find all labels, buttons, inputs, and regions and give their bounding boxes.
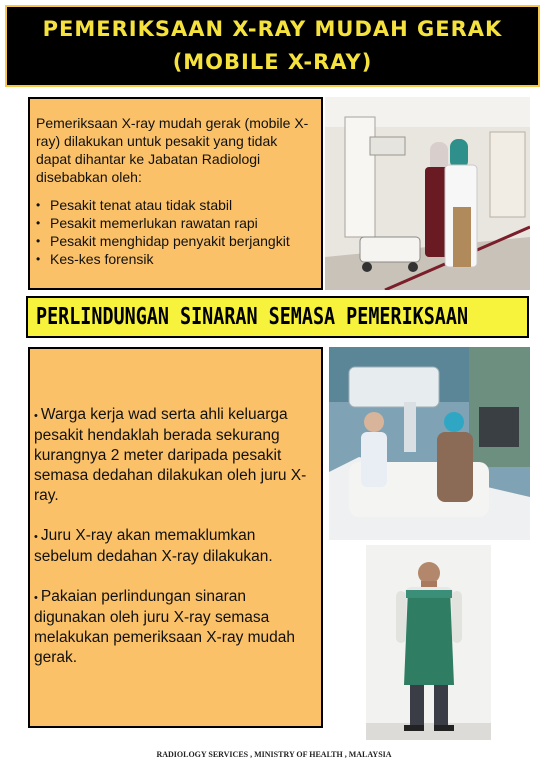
protection-point-text: Pakaian perlindungan sinaran digunakan oleh juru X-ray semasa melakukan pemeriksaan X-ray mudah gerak. [34,588,296,666]
list-item [36,232,315,250]
intro-text: Pemeriksaan X-ray mudah gerak (mobile X-ray) dilakukan untuk pesakit yang tidak dapat dihantar ke Jabatan Radiologi disebabkan oleh: [36,115,309,185]
list-item-text: Pesakit menghidap penyakit berjangkit [50,233,290,249]
bullet-icon: • [34,592,41,604]
bullet-icon: • [36,198,41,212]
protection-point [34,526,317,567]
title-line-1: PEMERIKSAAN X-RAY MUDAH GERAK [42,17,503,41]
list-item-text: Pesakit tenat atau tidak stabil [50,197,233,213]
list-item-text: Kes-kes forensik [50,251,154,267]
bullet-icon: • [36,216,41,230]
intro-box [28,97,323,290]
ward-exam-photo [329,347,530,540]
poster-header [5,5,540,87]
bullet-icon: • [34,531,41,543]
title-line-2: (MOBILE X-RAY) [172,50,373,74]
protection-point-text: Juru X-ray akan memaklumkan sebelum dedahan X-ray dilakukan. [34,527,273,565]
section-banner [26,296,529,338]
protective-apron-photo [366,545,491,740]
protection-point [34,587,317,668]
banner-title: PERLINDUNGAN SINARAN SEMASA PEMERIKSAAN [36,304,469,330]
cause-list [36,196,315,268]
mobile-xray-photo [325,97,530,290]
list-item [36,250,315,268]
protection-box [28,347,323,728]
bullet-icon: • [36,252,41,266]
bullet-icon: • [34,410,41,422]
list-item [36,196,315,214]
bullet-icon: • [36,234,41,248]
list-item [36,214,315,232]
list-item-text: Pesakit memerlukan rawatan rapi [50,215,258,231]
protection-point [34,405,317,506]
footer-credit: RADIOLOGY SERVICES , MINISTRY OF HEALTH , MALAYSIA [156,750,392,759]
protection-point-text: Warga kerja wad serta ahli keluarga pesakit hendaklah berada sekurang kurangnya 2 meter daripada pesakit semasa dedahan dilakukan oleh juru X-ray. [34,406,307,504]
